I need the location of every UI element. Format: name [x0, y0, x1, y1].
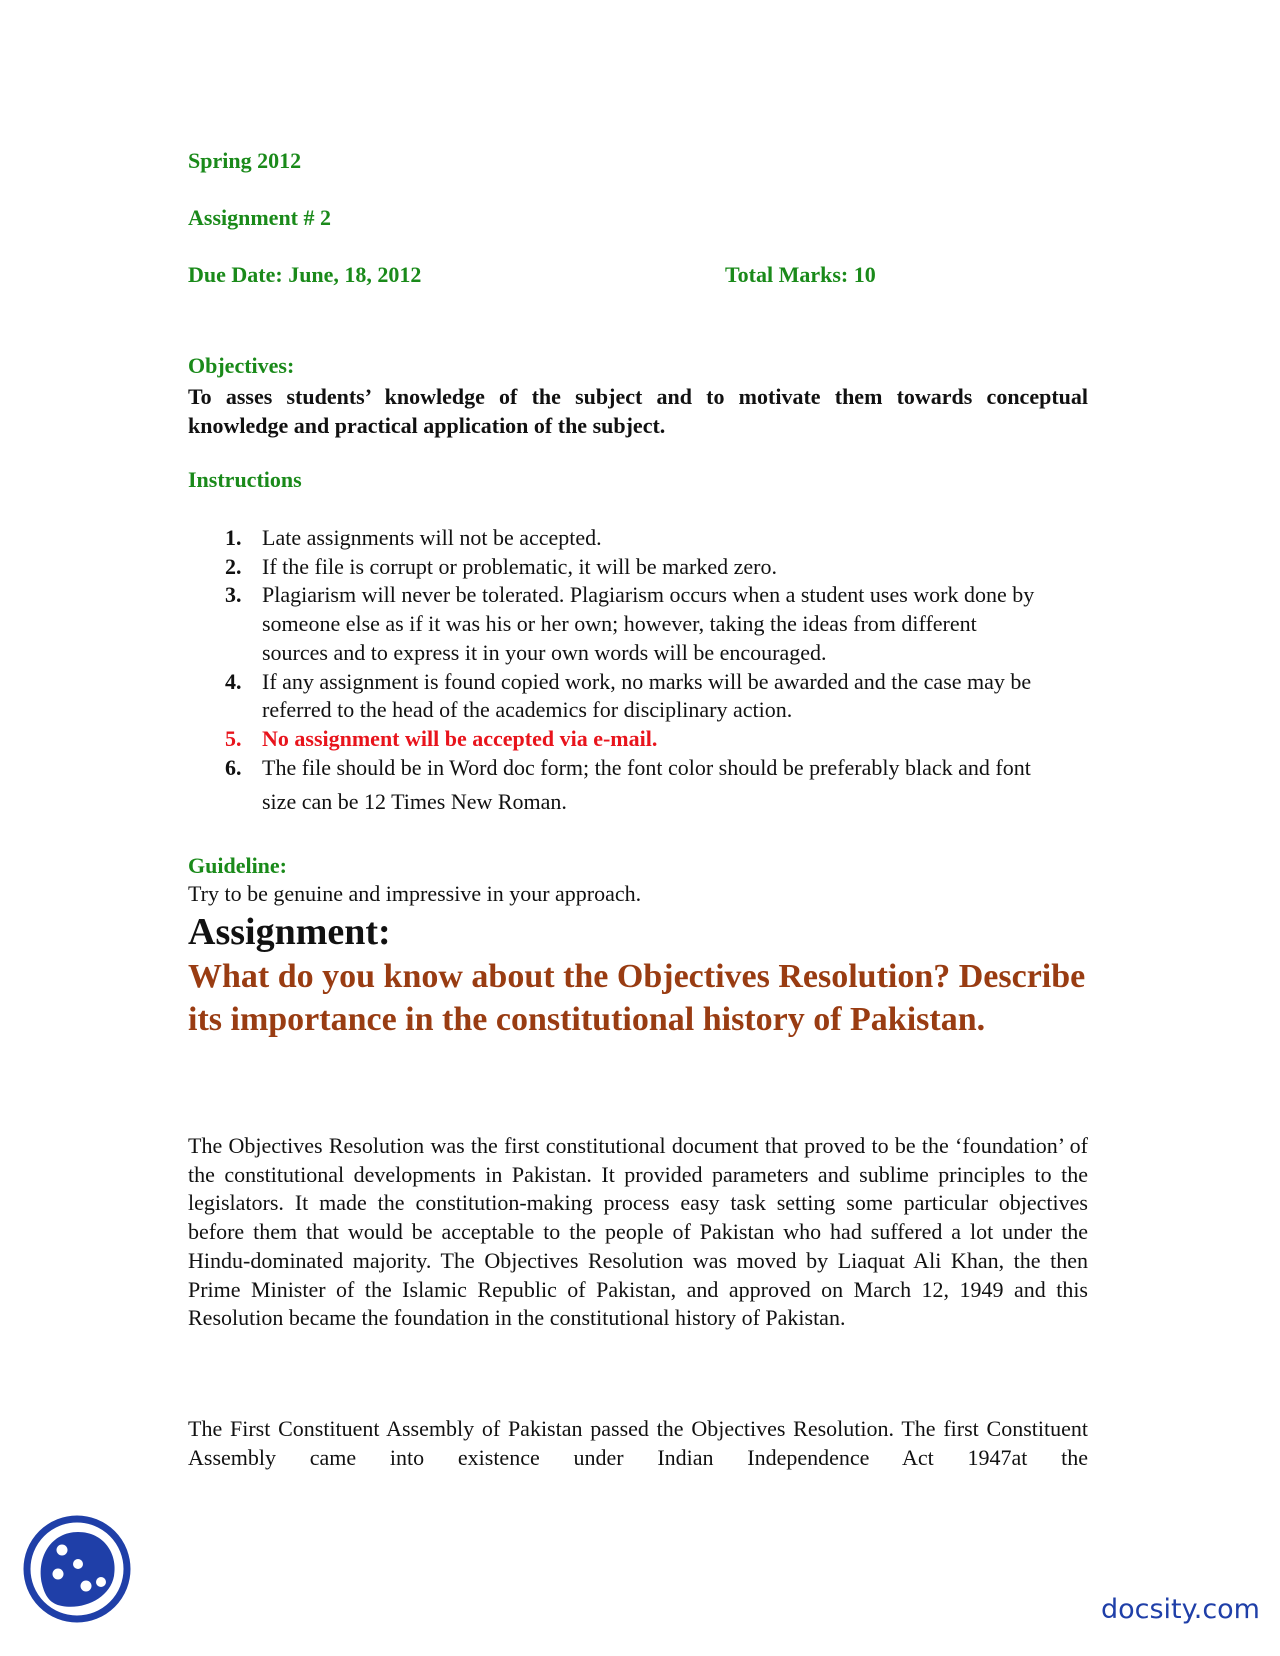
body-paragraph-1: The Objectives Resolution was the first constitutional document that proved to be the ‘foundation’ of the constitutional developments in Pakistan. It provided parameters and sublime principles to the legislators. It made the constitution-making process easy task setting some particular objectives before them that would be acceptable to the people of Pakistan who had suffered a lot under the Hindu-dominated majority. The Objectives Resolution was moved by Liaquat Ali Khan, the then Prime Minister of the Islamic Republic of Pakistan, and approved on March 12, 1949 and this Resolution became the foundation in the constitutional history of Pakistan. [188, 1133, 1088, 1331]
list-item-number: 6. [225, 754, 242, 780]
list-item-number: 5. [225, 725, 242, 751]
docsity-watermark[interactable]: docsity.com [1100, 1594, 1260, 1625]
term-label: Spring 2012 [188, 148, 302, 173]
list-item-text: The file should be in Word doc form; the font color should be preferably black and font size can be 12 Times New Roman. [262, 754, 1031, 814]
instructions-label: Instructions [188, 467, 302, 492]
docsity-logo-icon [22, 1514, 132, 1624]
instructions-list [188, 524, 1088, 819]
list-item-number: 1. [225, 525, 242, 550]
list-item-number: 2. [225, 553, 242, 579]
list-item-text: If any assignment is found copied work, no marks will be awarded and the case may be referred to the head of the academics for disciplinary action. [262, 668, 1032, 723]
list-item [188, 751, 1088, 819]
assignment-question: What do you know about the Objectives Resolution? Describe its importance in the constitutional history of Pakistan. [188, 958, 1086, 1038]
list-item-text: If the file is corrupt or problematic, it will be marked zero. [262, 553, 777, 579]
body-paragraph-2: The First Constituent Assembly of Pakistan passed the Objectives Resolution. The first Constituent Assembly came into existence under Indian Independence Act 1947at the [188, 1416, 1088, 1470]
total-marks: Total Marks: 10 [725, 262, 876, 287]
list-item-text: No assignment will be accepted via e-mail. [262, 725, 658, 751]
assignment-number: Assignment # 2 [188, 205, 332, 230]
list-item-text: Plagiarism will never be tolerated. Plagiarism occurs when a student uses work done by someone else as if it was his or her own; however, taking the ideas from different sources and to express it in your own words will be encouraged. [262, 582, 1035, 665]
list-item [188, 581, 1088, 667]
guideline-text: Try to be genuine and impressive in your approach. [188, 881, 642, 906]
list-item [188, 668, 1088, 725]
guideline-label: Guideline: [188, 853, 288, 878]
due-date: Due Date: June, 18, 2012 [188, 262, 422, 287]
objectives-label: Objectives: [188, 353, 295, 378]
list-item [188, 553, 1088, 582]
list-item-number: 4. [225, 668, 242, 694]
assignment-heading: Assignment: [188, 911, 391, 953]
objectives-text: To asses students’ knowledge of the subject and to motivate them towards conceptual knowledge and practical application of the subject. [188, 384, 1088, 438]
list-item-number: 3. [225, 582, 242, 608]
list-item [188, 524, 1088, 553]
list-item-email-warning [188, 725, 1088, 754]
list-item-text: Late assignments will not be accepted. [262, 525, 602, 550]
